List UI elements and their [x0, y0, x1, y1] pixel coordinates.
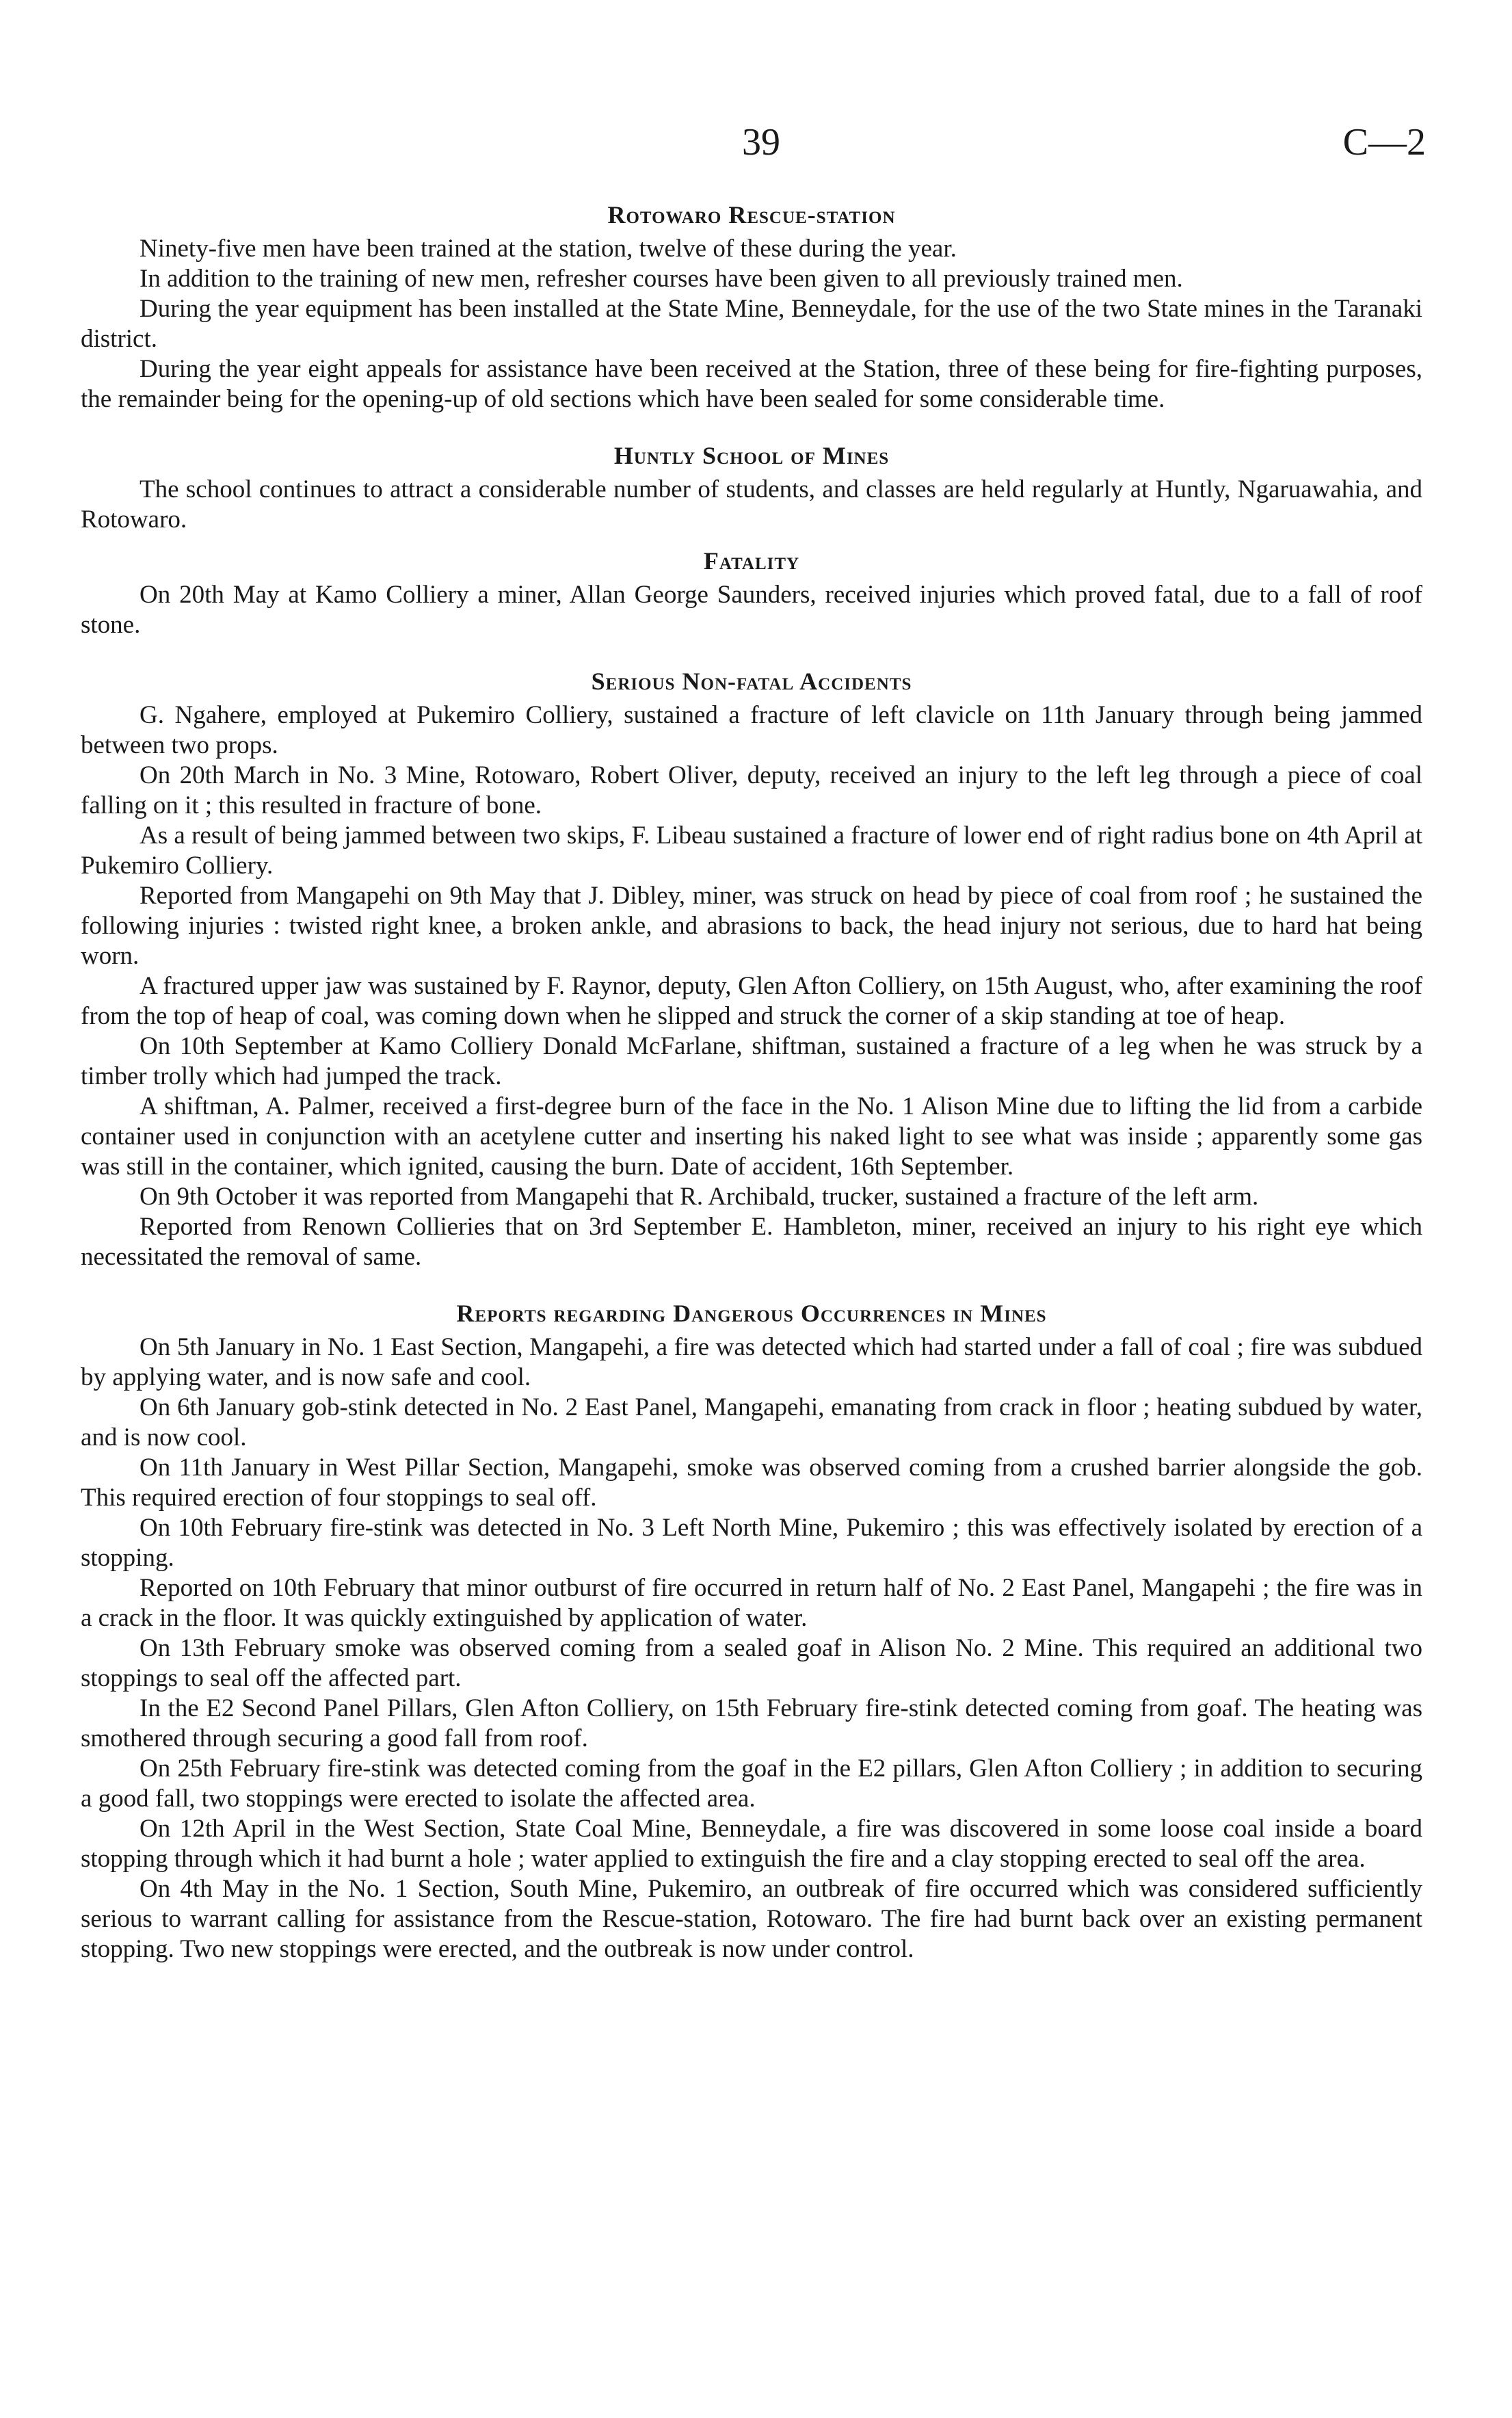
paragraph: On 6th January gob-stink detected in No. 2 East Panel, Mangapehi, emanating from crack in floor ; heating subdued by water, and is now cool. — [81, 1393, 1422, 1451]
section-heading: Reports regarding Dangerous Occurrences in Mines — [456, 1300, 1047, 1327]
paragraph: The school continues to attract a considerable number of students, and classes are held regularly at Huntly, Ngaruawahia, and Rotowaro. — [81, 475, 1422, 534]
paragraph: On 10th September at Kamo Colliery Donald McFarlane, shiftman, sustained a fracture of a leg when he was struck by a timber trolly which had jumped the track. — [81, 1032, 1422, 1090]
section-spacer — [81, 415, 1422, 441]
paragraph: On 20th March in No. 3 Mine, Rotowaro, Robert Oliver, deputy, received an injury to the left leg through a piece of coal falling on it ; this resulted in fracture of bone. — [81, 761, 1422, 819]
paragraph: On 5th January in No. 1 East Section, Mangapehi, a fire was detected which had started under a fall of coal ; fire was subdued by applying water, and is now safe and cool. — [81, 1333, 1422, 1391]
page-number: 39 — [742, 121, 780, 163]
section-heading: Serious Non-fatal Accidents — [591, 668, 912, 695]
paragraph: On 20th May at Kamo Colliery a miner, Allan George Saunders, received injuries which proved fatal, due to a fall of roof stone. — [81, 581, 1422, 639]
paragraph: On 9th October it was reported from Mangapehi that R. Archibald, trucker, sustained a fracture of the left arm. — [140, 1183, 1259, 1211]
page-header — [0, 115, 1512, 170]
paragraph: Reported from Mangapehi on 9th May that J. Dibley, miner, was struck on head by piece of coal from roof ; he sustained the following injuries : twisted right knee, a broken ankle, and abrasions to back, the head injury not serious, due to hard hat being worn. — [81, 882, 1422, 970]
section-heading: Rotowaro Rescue-station — [607, 201, 896, 228]
document-body — [81, 200, 1422, 1964]
section-spacer — [81, 640, 1422, 666]
paragraph: G. Ngahere, employed at Pukemiro Colliery, sustained a fracture of left clavicle on 11th January through being jammed between two props. — [81, 701, 1422, 759]
paragraph: On 25th February fire-stink was detected coming from the goaf in the E2 pillars, Glen Afton Colliery ; in addition to securing a good fall, two stoppings were erected to isolate the affected area. — [81, 1755, 1422, 1813]
section-heading: Fatality — [703, 547, 800, 575]
section-spacer — [81, 1272, 1422, 1298]
paragraph: On 11th January in West Pillar Section, Mangapehi, smoke was observed coming from a crushed barrier alongside the gob. This required erection of four stoppings to seal off. — [81, 1454, 1422, 1512]
paragraph: On 12th April in the West Section, State Coal Mine, Benneydale, a fire was discovered in some loose coal inside a board stopping through which it had burnt a hole ; water applied to extinguish the fire and a clay stopping erected to seal off the area. — [81, 1815, 1422, 1873]
paragraph: Reported from Renown Collieries that on 3rd September E. Hambleton, miner, received an injury to his right eye which necessitated the removal of same. — [81, 1213, 1422, 1271]
section-heading: Huntly School of Mines — [613, 442, 890, 469]
section-spacer — [81, 535, 1422, 546]
series-code: C—2 — [1342, 121, 1426, 163]
paragraph: Ninety-five men have been trained at the station, twelve of these during the year. — [140, 235, 957, 263]
paragraph: In the E2 Second Panel Pillars, Glen Afton Colliery, on 15th February fire-stink detected coming from goaf. The heating was smothered through securing a good fall from roof. — [81, 1694, 1422, 1752]
section-dangerous-occurrences — [81, 1298, 1422, 1964]
paragraph: During the year equipment has been installed at the State Mine, Benneydale, for the use of the two State mines in the Taranaki district. — [81, 295, 1422, 353]
paragraph: During the year eight appeals for assistance have been received at the Station, three of these being for fire-fighting purposes, the remainder being for the opening-up of old sections which have been sealed for some considerable time. — [81, 355, 1422, 413]
section-serious-non-fatal-accidents — [81, 666, 1422, 1272]
paragraph: A shiftman, A. Palmer, received a first-degree burn of the face in the No. 1 Alison Mine due to lifting the lid from a carbide container used in conjunction with an acetylene cutter and inserting his naked light to see what was inside ; apparently some gas was still in the container, which ignited, causing the burn. Date of accident, 16th September. — [81, 1092, 1422, 1181]
paragraph: Reported on 10th February that minor outburst of fire occurred in return half of No. 2 East Panel, Mangapehi ; the fire was in a crack in the floor. It was quickly extinguished by application of water. — [81, 1574, 1422, 1632]
paragraph: On 4th May in the No. 1 Section, South Mine, Pukemiro, an outbreak of fire occurred which was considered sufficiently serious to warrant calling for assistance from the Rescue-station, Rotowaro. The fire had burnt back over an existing permanent stopping. Two new stoppings were erected, and the outbreak is now under control. — [81, 1875, 1422, 1963]
section-huntly-school-of-mines — [81, 441, 1422, 535]
section-rotowaro-rescue-station — [81, 200, 1422, 415]
paragraph: On 10th February fire-stink was detected in No. 3 Left North Mine, Pukemiro ; this was effectively isolated by erection of a stopping. — [81, 1514, 1422, 1572]
paragraph: In addition to the training of new men, refresher courses have been given to all previously trained men. — [140, 265, 1183, 293]
section-fatality — [81, 546, 1422, 640]
paragraph: A fractured upper jaw was sustained by F. Raynor, deputy, Glen Afton Colliery, on 15th August, who, after examining the roof from the top of heap of coal, was coming down when he slipped and struck the corner of a skip standing at toe of heap. — [81, 972, 1422, 1030]
paragraph: On 13th February smoke was observed coming from a sealed goaf in Alison No. 2 Mine. This required an additional two stoppings to seal off the affected part. — [81, 1634, 1422, 1692]
paragraph: As a result of being jammed between two skips, F. Libeau sustained a fracture of lower end of right radius bone on 4th April at Pukemiro Colliery. — [81, 822, 1422, 880]
